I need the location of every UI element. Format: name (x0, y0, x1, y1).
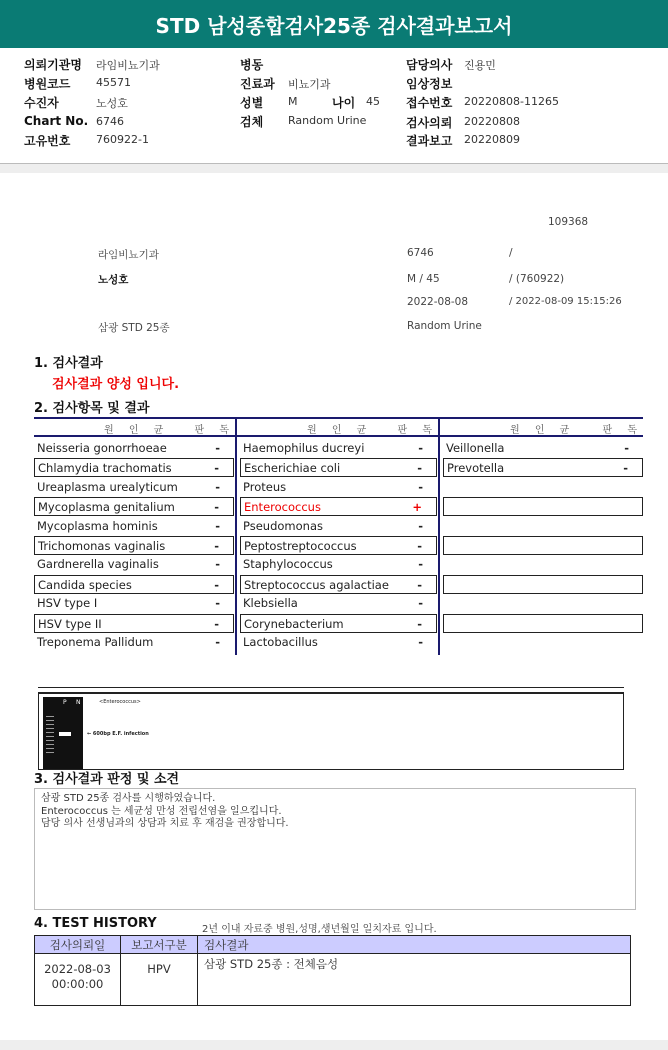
judgement-mark: - (418, 635, 423, 649)
judgement-mark: - (418, 557, 423, 572)
hospital-value: 라임비뇨기과 (96, 59, 160, 72)
result-row (240, 575, 437, 594)
organism-name: Lactobacillus (243, 635, 318, 649)
organism-name: Enterococcus (244, 500, 321, 515)
judgement-header: 판 독 (602, 425, 643, 436)
result-row (240, 458, 437, 477)
organism-name: Ureaplasma urealyticum (37, 479, 178, 494)
lane-p-label: P (63, 699, 67, 706)
history-table (34, 935, 631, 1006)
judgement-mark: - (215, 596, 220, 611)
judgement-mark: - (417, 461, 422, 476)
result-row (34, 458, 234, 477)
sex-label: 성별 (240, 96, 264, 110)
hospital-label: 의뢰기관명 (24, 58, 82, 72)
result-row (34, 497, 234, 516)
id-label: 고유번호 (24, 134, 71, 148)
organism-name: Proteus (243, 479, 287, 494)
gel-caption: <Enterococcus> (99, 699, 141, 705)
history-header-result: 검사결과 (198, 936, 631, 954)
organism-name: Peptostreptococcus (244, 539, 357, 553)
opinion-box (34, 788, 636, 910)
result-row (240, 614, 437, 633)
result-row (34, 439, 234, 458)
judgement-mark: - (215, 441, 220, 455)
sub-date-request: 2022-08-08 (407, 296, 469, 308)
section4-title: 4. TEST HISTORY (34, 916, 157, 931)
judgement-mark: - (417, 577, 422, 592)
bottom-band (0, 1040, 668, 1050)
organism-name: Treponema Pallidum (37, 635, 154, 649)
history-time: 00:00:00 (51, 977, 104, 991)
age-label: 나이 (332, 96, 356, 110)
section1-title: 1. 검사결과 (34, 356, 103, 371)
history-row (35, 954, 631, 1006)
organism-name: Escherichiae coli (244, 461, 341, 476)
judgement-mark: - (418, 441, 423, 455)
report-value: 20220809 (464, 133, 520, 146)
sub-patient: 노성호 (98, 274, 129, 286)
result-row (34, 633, 234, 652)
organism-name: Mycoplasma hominis (37, 518, 158, 533)
receipt-value: 20220808-11265 (464, 95, 559, 108)
gel-image (38, 692, 624, 770)
result-row (34, 478, 234, 497)
doctor-label: 담당의사 (406, 58, 453, 72)
column-header (440, 419, 643, 437)
receipt-label: 접수번호 (406, 96, 453, 110)
organism-name: Klebsiella (243, 596, 298, 611)
result-row (443, 633, 643, 652)
result-row (34, 517, 234, 536)
opinion-line: Enterococcus 는 세균성 만성 전립선염을 일으킵니다. (41, 805, 282, 817)
judgement-mark: - (417, 616, 422, 631)
section3-title: 3. 검사결과 판정 및 소견 (34, 772, 180, 787)
sub-test: 삼광 STD 25종 (98, 322, 170, 334)
history-result: 삼광 STD 25종 : 전체음성 (198, 954, 631, 1006)
result-row (443, 555, 643, 574)
judgement-header: 판 독 (397, 425, 438, 436)
organism-name: Corynebacterium (244, 616, 344, 631)
result-row (240, 555, 437, 574)
judgement-mark: - (215, 635, 220, 649)
report-label: 결과보고 (406, 134, 453, 148)
results-table (34, 417, 643, 653)
result-row (240, 497, 437, 516)
judgement-mark: - (214, 616, 219, 631)
judgement-mark: - (215, 518, 220, 533)
result-row (443, 594, 643, 613)
result-row (443, 575, 643, 594)
column-header (237, 419, 438, 437)
result-row (240, 439, 437, 458)
judgement-mark: - (214, 500, 219, 515)
result-row (34, 614, 234, 633)
judgement-mark: - (214, 539, 219, 553)
judgement-mark: - (214, 577, 219, 592)
judgement-mark: - (418, 518, 423, 533)
judgement-mark: + (412, 500, 422, 515)
sub-specimen: Random Urine (407, 320, 482, 332)
patient-label: 수진자 (24, 96, 59, 110)
history-note: 2년 이내 자료중 병원,성명,생년월일 일치자료 입니다. (202, 924, 437, 935)
judgement-mark: - (215, 479, 220, 494)
judgement-mark: - (624, 441, 629, 455)
request-label: 검사의뢰 (406, 116, 453, 130)
organism-name: HSV type II (38, 616, 102, 631)
chart-label: Chart No. (24, 114, 89, 128)
organism-name: Pseudomonas (243, 518, 323, 533)
result-row (443, 614, 643, 633)
column-divider (438, 419, 440, 655)
organism-name: Chlamydia trachomatis (38, 461, 172, 476)
gel-band-label: ← 600bp E.F. infection (87, 731, 149, 737)
ward-label: 병동 (240, 58, 264, 72)
judgement-mark: - (418, 479, 423, 494)
organism-name: Trichomonas vaginalis (38, 539, 166, 553)
report-title: STD 남성종합검사25종 검사결과보고서 (0, 0, 668, 48)
doctor-value: 진용민 (464, 59, 496, 72)
result-row (240, 517, 437, 536)
sub-hospital: 라임비뇨기과 (98, 249, 159, 261)
result-row (34, 536, 234, 555)
gel-band (59, 732, 71, 736)
result-row (443, 517, 643, 536)
sub-chart: 6746 (407, 247, 434, 259)
divider-band (0, 163, 668, 173)
gel-electrophoresis-image (43, 697, 83, 769)
result-row (240, 536, 437, 555)
sub-birth: / (760922) (509, 273, 565, 285)
organism-name: Veillonella (446, 441, 505, 455)
result-row (443, 478, 643, 497)
judgement-mark: - (623, 461, 628, 476)
column-header (34, 419, 235, 437)
divider (38, 687, 624, 688)
id-value: 760922-1 (96, 133, 149, 146)
dept-label: 진료과 (240, 77, 275, 91)
chart-value: 6746 (96, 115, 124, 128)
result-row (34, 594, 234, 613)
sub-date-report: / 2022-08-09 15:15:26 (509, 296, 622, 307)
result-row (240, 594, 437, 613)
specimen-value: Random Urine (288, 114, 367, 127)
result-row (443, 497, 643, 516)
organism-name: Streptococcus agalactiae (244, 577, 389, 592)
organism-name: Mycoplasma genitalium (38, 500, 175, 515)
judgement-mark: - (215, 557, 220, 572)
column-divider (235, 419, 237, 655)
result-row (443, 536, 643, 555)
organism-name: Neisseria gonorrhoeae (37, 441, 167, 455)
lane-n-label: N (76, 699, 81, 706)
sex-value: M (288, 95, 298, 108)
clinical-label: 임상정보 (406, 77, 453, 91)
specimen-label: 검체 (240, 115, 264, 129)
history-date-cell (35, 954, 121, 1006)
positive-result: 검사결과 양성 입니다. (52, 377, 180, 392)
code-label: 병원코드 (24, 77, 71, 91)
organism-name: Staphylococcus (243, 557, 333, 572)
patient-value: 노성호 (96, 97, 128, 110)
organism-header: 원 인 균 (104, 425, 170, 436)
history-header-date: 검사의뢰일 (35, 936, 121, 954)
organism-name: Candida species (38, 577, 132, 592)
organism-name: Prevotella (447, 461, 505, 476)
organism-name: Gardnerella vaginalis (37, 557, 159, 572)
ladder (46, 713, 54, 753)
sub-slash: / (509, 247, 513, 259)
age-value: 45 (366, 95, 380, 108)
organism-name: HSV type I (37, 596, 98, 611)
history-type: HPV (121, 954, 198, 1006)
request-value: 20220808 (464, 115, 520, 128)
result-row (443, 458, 643, 477)
result-row (240, 633, 437, 652)
sub-sex-age: M / 45 (407, 273, 440, 285)
section2-title: 2. 검사항목 및 결과 (34, 401, 150, 416)
judgement-mark: - (417, 539, 422, 553)
result-row (443, 439, 643, 458)
dept-value: 비뇨기과 (288, 78, 331, 91)
history-date: 2022-08-03 (44, 962, 111, 976)
organism-header: 원 인 균 (510, 425, 576, 436)
code-value: 45571 (96, 76, 131, 89)
result-row (34, 555, 234, 574)
report-number: 109368 (548, 216, 589, 228)
organism-header: 원 인 균 (307, 425, 373, 436)
organism-name: Haemophilus ducreyi (243, 441, 365, 455)
judgement-mark: - (214, 461, 219, 476)
opinion-line: 삼광 STD 25종 검사를 시행하였습니다. (41, 793, 216, 804)
opinion-line: 담당 의사 선생님과의 상담과 치료 후 재검을 권장합니다. (41, 818, 289, 829)
result-row (240, 478, 437, 497)
history-header-type: 보고서구분 (121, 936, 198, 954)
result-row (34, 575, 234, 594)
judgement-header: 판 독 (194, 425, 235, 436)
judgement-mark: - (418, 596, 423, 611)
